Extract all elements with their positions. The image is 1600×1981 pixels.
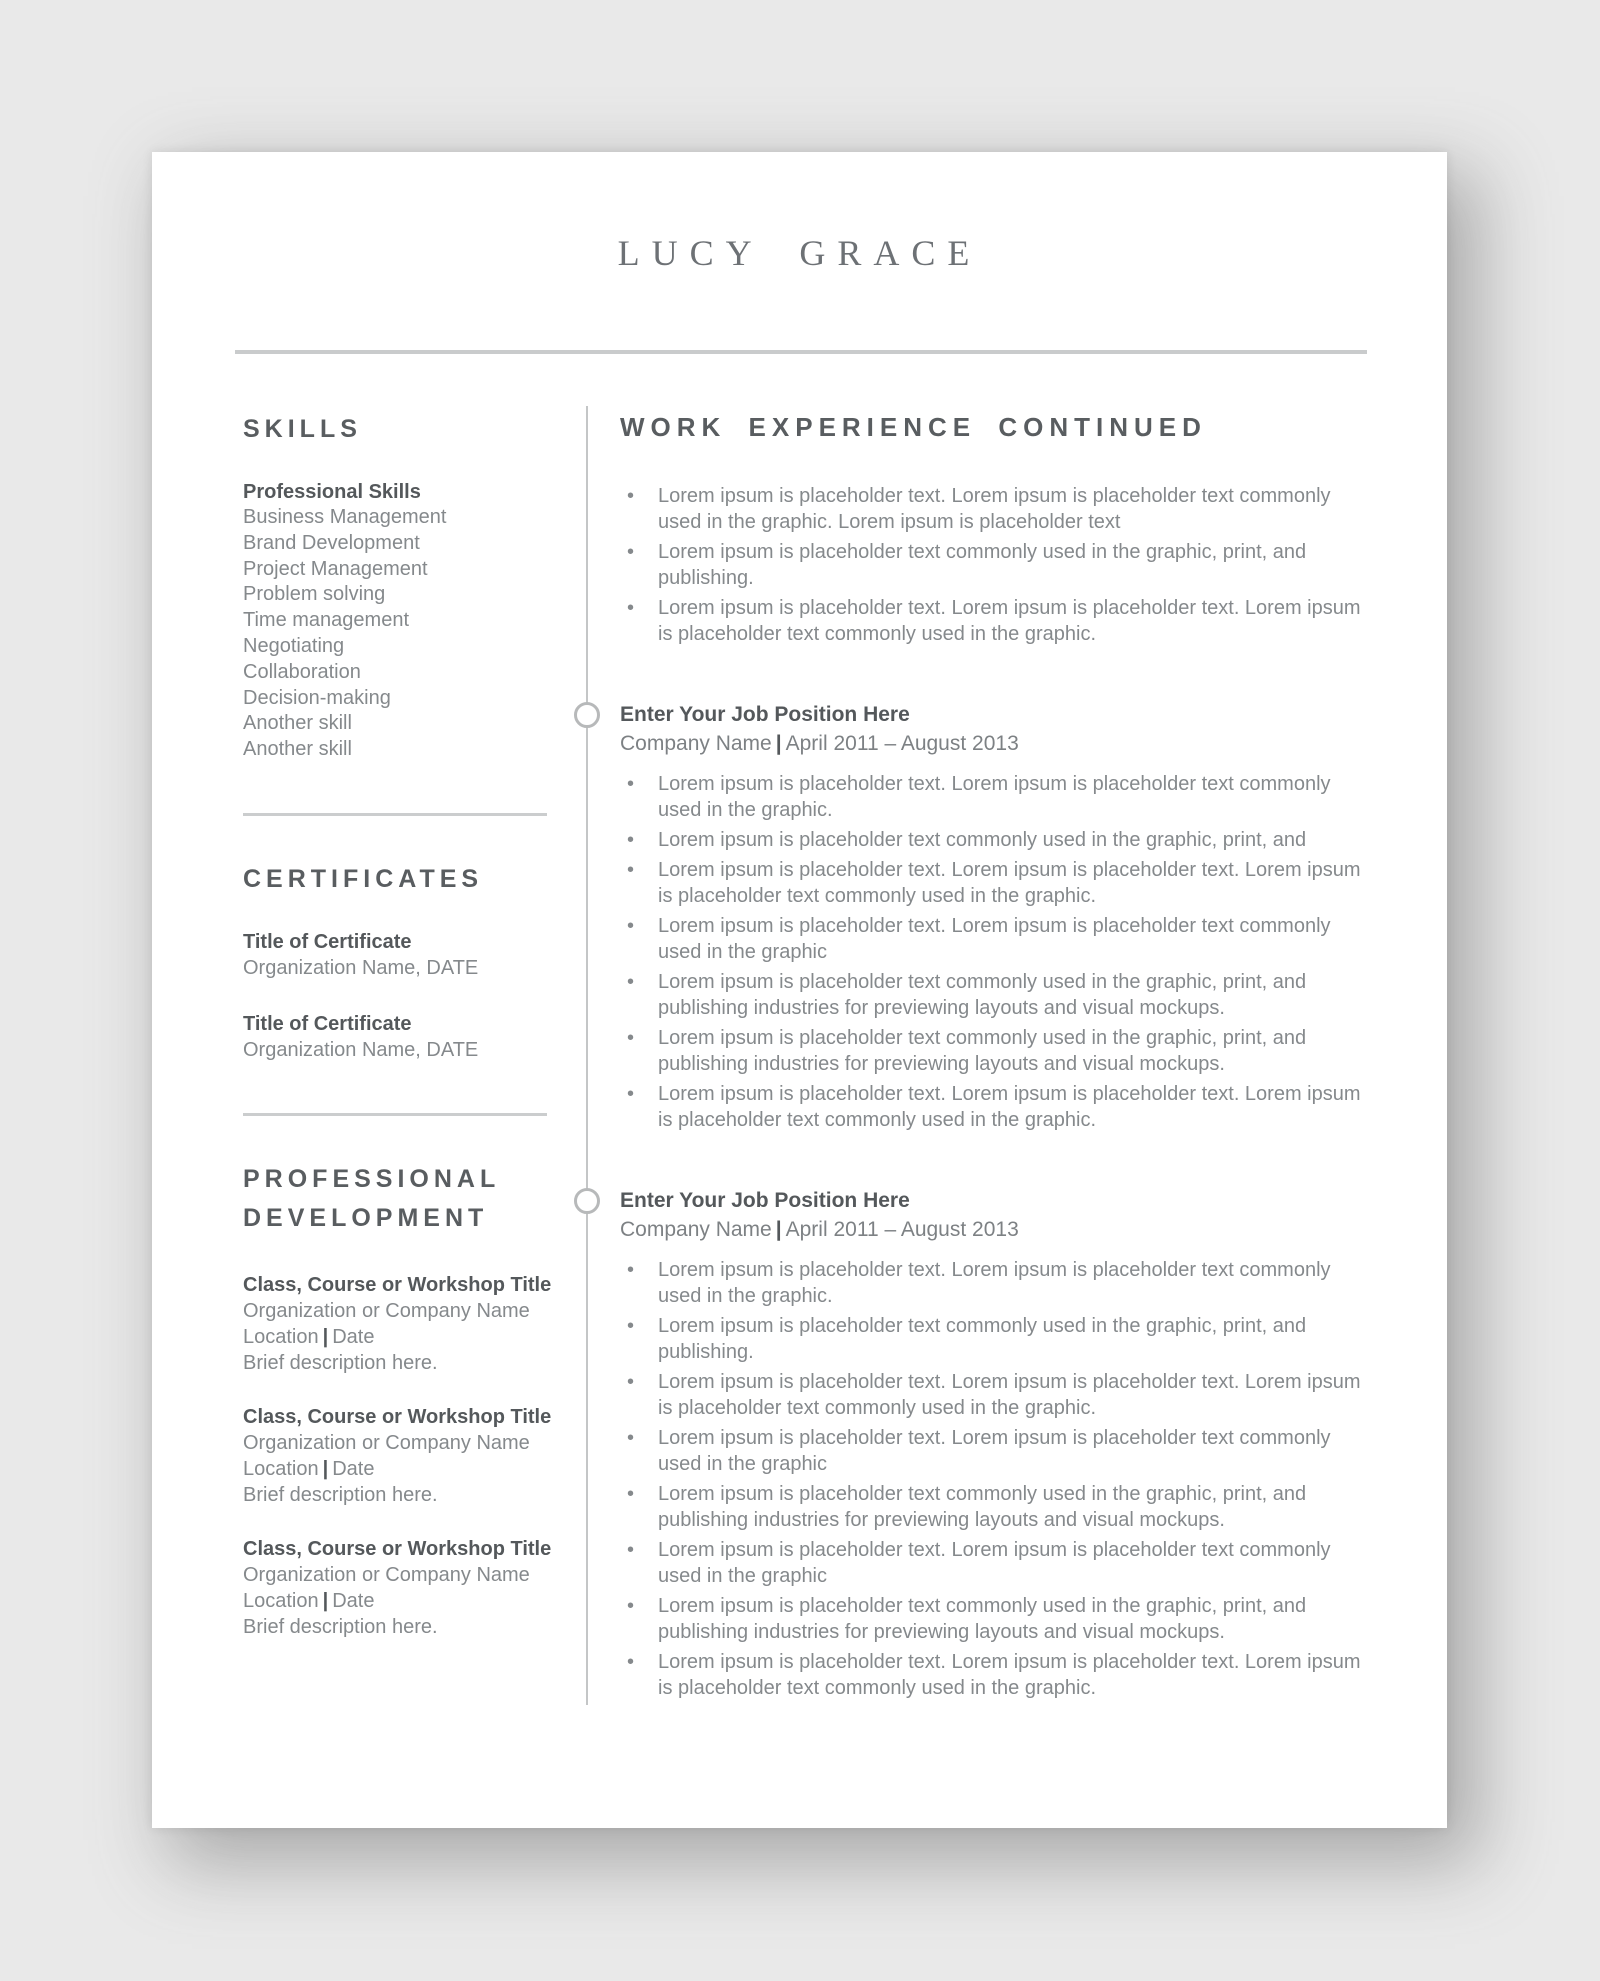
job-entry [620,1187,1380,1701]
job-bullet-list [620,1257,1370,1701]
course-description: Brief description here. [243,1483,438,1506]
bullet-item: • Lorem ipsum is placeholder text commonly used in the graphic, print, and publishing industries for previewing layouts and visual mockups. [658,969,1370,1021]
skills-list [243,505,555,763]
company-name: Company Name [620,732,772,755]
course-org: Organization or Company Name [243,1431,530,1454]
company-name: Company Name [620,1218,772,1241]
course-description: Brief description here. [243,1351,438,1374]
bullet-item: • Lorem ipsum is placeholder text. Lorem ipsum is placeholder text. Lorem ipsum is placeholder text commonly used in the graphic. [658,1081,1370,1133]
bullet-item: • Lorem ipsum is placeholder text. Lorem ipsum is placeholder text. Lorem ipsum is placeholder text commonly used in the graphic. [658,1369,1370,1421]
skill-item: Collaboration [243,660,361,683]
course-location: Location [243,1325,319,1348]
course-location-date [243,1324,555,1350]
job-header [620,1187,1380,1243]
certificate-title: Title of Certificate [243,930,412,953]
course-org: Organization or Company Name [243,1563,530,1586]
skill-item: Negotiating [243,634,345,657]
sidebar-divider [243,1113,547,1116]
content-area [152,406,1447,1705]
bullet-item: • Lorem ipsum is placeholder text commonly used in the graphic, print, and [658,827,1370,853]
certificates-heading: CERTIFICATES [243,864,484,893]
skill-item: Project Management [243,557,428,580]
bullet-item: • Lorem ipsum is placeholder text commonly used in the graphic, print, and publishing. [658,1313,1370,1365]
course-date: Date [332,1589,375,1612]
pipe-separator: | [322,1457,329,1480]
bullet-item: • Lorem ipsum is placeholder text. Lorem ipsum is placeholder text commonly used in the graphic. Lorem ipsum is placeholder text [658,483,1370,535]
sidebar-divider [243,813,547,816]
bullet-item: • Lorem ipsum is placeholder text. Lorem ipsum is placeholder text commonly used in the graphic [658,1537,1370,1589]
certificate-org: Organization Name, DATE [243,956,479,979]
job-position-title: Enter Your Job Position Here [620,1189,910,1212]
job-dates: April 2011 – August 2013 [785,732,1019,755]
bullet-item: • Lorem ipsum is placeholder text. Lorem ipsum is placeholder text commonly used in the graphic [658,913,1370,965]
certificate-entry [243,1011,555,1063]
professional-development-section [243,1160,555,1640]
skill-item: Business Management [243,506,447,528]
course-description: Brief description here. [243,1615,438,1638]
development-entry [243,1272,555,1376]
timeline-marker-icon [574,1188,600,1214]
skills-section [243,410,555,763]
bullet-item: • Lorem ipsum is placeholder text. Lorem ipsum is placeholder text commonly used in the graphic. [658,1257,1370,1309]
course-org: Organization or Company Name [243,1299,530,1322]
work-experience-section [586,406,1380,1705]
certificates-section [243,860,555,1063]
course-location: Location [243,1589,319,1612]
course-title: Class, Course or Workshop Title [243,1537,552,1560]
bullet-item: • Lorem ipsum is placeholder text. Lorem ipsum is placeholder text commonly used in the graphic [658,1425,1370,1477]
bullet-item: • Lorem ipsum is placeholder text. Lorem ipsum is placeholder text. Lorem ipsum is placeholder text commonly used in the graphic. [658,595,1370,647]
certificate-entry [243,929,555,981]
job-entry [620,701,1380,1133]
bullet-item: • Lorem ipsum is placeholder text commonly used in the graphic, print, and publishing industries for previewing layouts and visual mockups. [658,1593,1370,1645]
skill-item: Another skill [243,738,352,761]
skill-item: Brand Development [243,531,420,554]
certificate-org: Organization Name, DATE [243,1038,479,1061]
course-title: Class, Course or Workshop Title [243,1405,552,1428]
pipe-separator: | [322,1589,329,1612]
skill-item: Decision-making [243,686,391,709]
skill-item: Problem solving [243,583,386,606]
job-header [620,701,1380,757]
job-dates: April 2011 – August 2013 [785,1218,1019,1241]
course-title: Class, Course or Workshop Title [243,1273,552,1296]
work-experience-heading: WORK EXPERIENCE CONTINUED [620,412,1207,442]
pipe-separator: | [322,1325,329,1348]
page-title: LUCY GRACE [617,233,982,273]
course-date: Date [332,1325,375,1348]
course-location-date [243,1588,555,1614]
course-date: Date [332,1457,375,1480]
bullet-item: • Lorem ipsum is placeholder text commonly used in the graphic, print, and publishing. [658,539,1370,591]
bullet-item: • Lorem ipsum is placeholder text. Lorem ipsum is placeholder text. Lorem ipsum is placeholder text commonly used in the graphic. [658,857,1370,909]
development-entry [243,1536,555,1640]
experience-bullet-list [620,483,1370,647]
bullet-item: • Lorem ipsum is placeholder text. Lorem ipsum is placeholder text commonly used in the graphic. [658,771,1370,823]
skill-item: Another skill [243,712,352,735]
pipe-separator: | [775,732,782,755]
job-bullet-list [620,771,1370,1133]
course-location-date [243,1456,555,1482]
skill-item: Time management [243,609,409,632]
certificate-title: Title of Certificate [243,1012,412,1035]
skills-group-title: Professional Skills [243,481,421,503]
job-position-title: Enter Your Job Position Here [620,703,910,726]
professional-development-heading: PROFESSIONAL DEVELOPMENT [243,1164,500,1232]
pipe-separator: | [775,1218,782,1241]
bullet-item: • Lorem ipsum is placeholder text commonly used in the graphic, print, and publishing industries for previewing layouts and visual mockups. [658,1025,1370,1077]
sidebar [243,406,555,1668]
resume-page [152,152,1447,1828]
bullet-item: • Lorem ipsum is placeholder text. Lorem ipsum is placeholder text. Lorem ipsum is placeholder text commonly used in the graphic. [658,1649,1370,1701]
course-location: Location [243,1457,319,1480]
bullet-item: • Lorem ipsum is placeholder text commonly used in the graphic, print, and publishing industries for previewing layouts and visual mockups. [658,1481,1370,1533]
development-entry [243,1404,555,1508]
job-company-dates [620,730,1380,757]
timeline-marker-icon [574,702,600,728]
skills-heading: SKILLS [243,415,362,443]
header-divider [235,350,1367,354]
job-company-dates [620,1216,1380,1243]
